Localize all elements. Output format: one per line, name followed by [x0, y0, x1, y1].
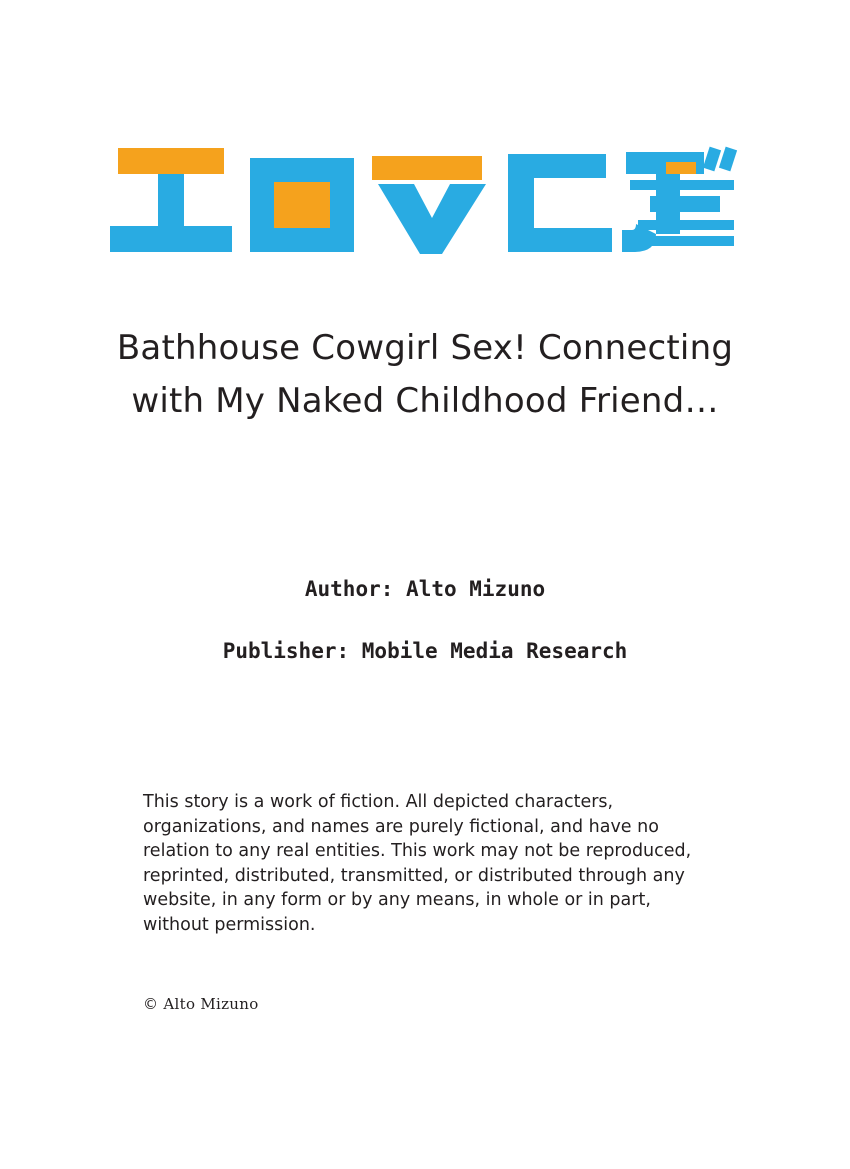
eromangatou-logo-icon [110, 140, 740, 270]
page-title: Bathhouse Cowgirl Sex! Connecting with My Naked Childhood Friend… [116, 328, 734, 421]
publisher-line [0, 640, 850, 662]
publisher-label: Publisher: [222, 639, 350, 663]
publisher-value: Mobile Media Research [361, 639, 628, 663]
copyright-holder: Alto Mizuno [163, 995, 259, 1013]
author-line [0, 578, 850, 600]
credits-block [0, 578, 850, 662]
legal-disclaimer: This story is a work of fiction. All depicted characters, organizations, and names are purely fictional, and have no relation to any real entities. This work may not be reproduced, reprinted, distributed, transmitted, or distributed through any website, in any form or by any means, in whole or in part, without permission. [143, 792, 692, 935]
publisher-logo [0, 140, 850, 270]
copyright-symbol: © [143, 995, 159, 1013]
copyright-notice [143, 995, 259, 1013]
author-value: Alto Mizuno [406, 577, 546, 601]
author-label: Author: [304, 577, 394, 601]
